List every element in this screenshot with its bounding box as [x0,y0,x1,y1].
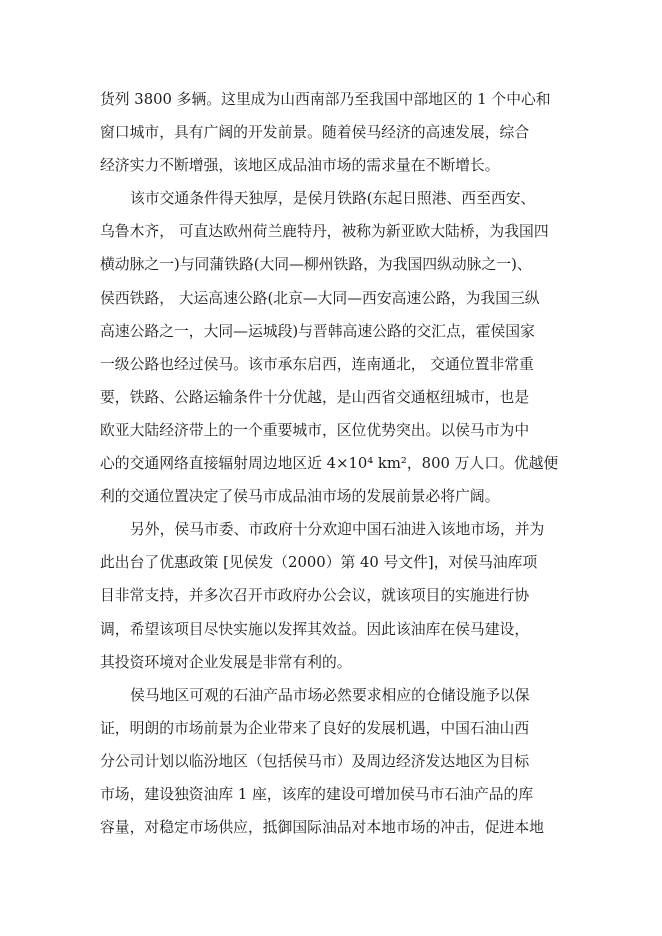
text-line: 证，明朗的市场前景为企业带来了良好的发展机遇，中国石油山西 [100,719,530,737]
text-line: 目非常支持，并多次召开市政府办公会议，就该项目的实施进行协 [100,587,530,605]
text-line: 另外，侯马市委、市政府十分欢迎中国石油进入该地市场，并为 [130,521,545,539]
paragraph-1 [100,83,560,182]
text-line: 此出台了优惠政策 [见侯发（2000）第 40 号文件]，对侯马油库项 [100,554,538,572]
text-line: 一级公路也经过侯马。该市承东启西，连南通北， 交通位置非常重 [100,355,534,373]
text-line: 高速公路之一，大同—运城段)与晋韩高速公路的交汇点，霍侯国家 [100,322,535,340]
text-line: 分公司计划以临汾地区（包括侯马市）及周边经济发达地区为目标 [100,752,530,770]
text-line: 侯西铁路， 大运高速公路(北京—大同—西安高速公路，为我国三纵 [100,289,540,307]
paragraph-3 [100,513,560,678]
text-line: 市场，建设独资油库 1 座，该库的建设可增加侯马市石油产品的库 [100,785,534,803]
text-line: 货列 3800 多辆。这里成为山西南部乃至我国中部地区的 1 个中心和 [100,91,551,108]
text-line: 侯马地区可观的石油产品市场必然要求相应的仓储设施予以保 [130,686,530,704]
text-line: 要，铁路、公路运输条件十分优越，是山西省交通枢纽城市，也是 [100,388,530,406]
text-line: 该市交通条件得天独厚，是侯月铁路(东起日照港、西至西安、 [130,190,536,208]
text-line: 心的交通网络直接辐射周边地区近 4×10⁴ km²，800 万人口。优越便 [100,455,559,473]
text-line: 利的交通位置决定了侯马市成品油市场的发展前景必将广阔。 [100,488,500,506]
text-line: 调，希望该项目尽快实施以发挥其效益。因此该油库在侯马建设， [100,620,530,638]
paragraph-4 [100,679,560,844]
text-line: 窗口城市，具有广阔的开发前景。随着侯马经济的高速发展，综合 [100,124,530,142]
text-line: 容量，对稳定市场供应，抵御国际油品对本地市场的冲击，促进本地 [100,819,544,837]
text-line: 其投资环境对企业发展是非常有利的。 [100,653,352,671]
paragraph-2 [100,182,560,513]
text-line: 横动脉之一)与同蒲铁路(大同—柳州铁路，为我国四纵动脉之一)、 [100,256,532,274]
document-page [100,83,560,844]
text-line: 经济实力不断增强，该地区成品油市场的需求量在不断增长。 [100,157,500,175]
text-line: 欧亚大陆经济带上的一个重要城市，区位优势突出。以侯马市为中 [100,421,530,439]
text-line: 乌鲁木齐， 可直达欧州荷兰鹿特丹，被称为新亚欧大陆桥，为我国四 [100,223,549,241]
